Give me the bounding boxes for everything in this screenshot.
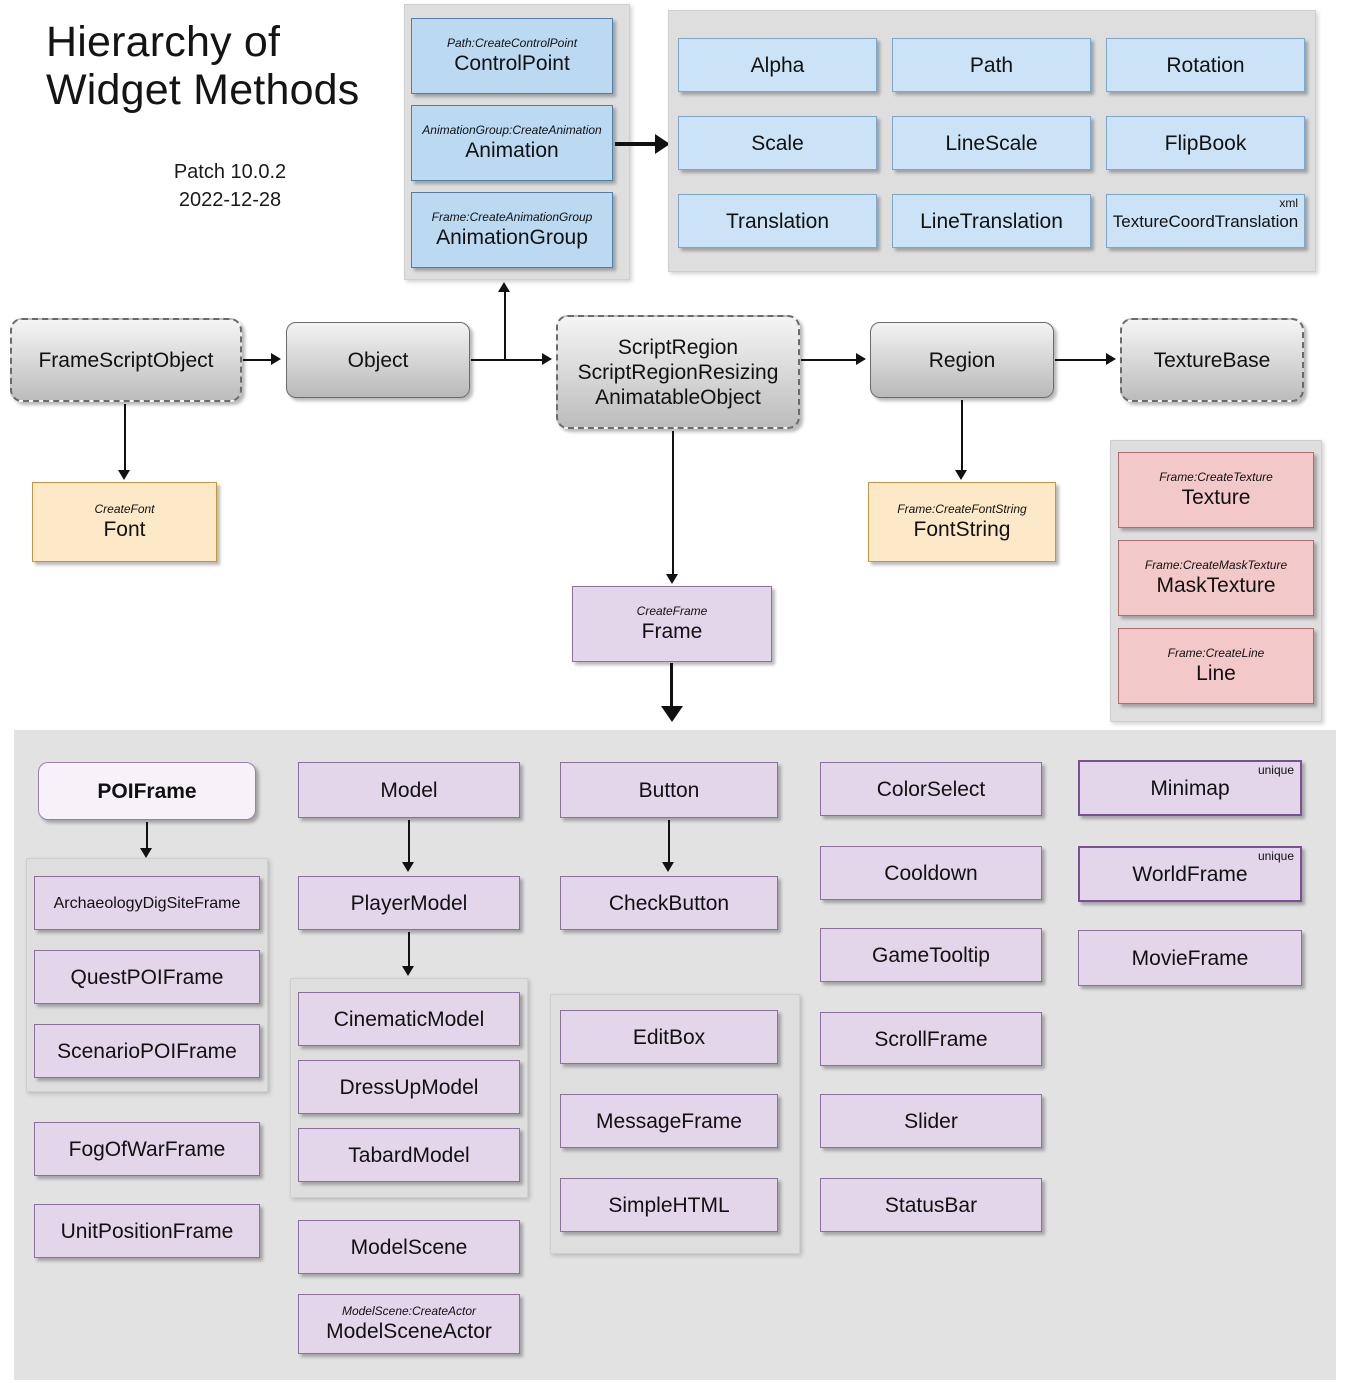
node-worldframe-label: WorldFrame bbox=[1132, 862, 1248, 886]
node-animation-group[interactable] bbox=[411, 192, 613, 268]
node-texturecoordtranslation-corner: xml bbox=[1279, 196, 1298, 210]
node-playermodel[interactable] bbox=[298, 876, 520, 930]
arrow-poiframe-to-group-head bbox=[140, 848, 152, 858]
node-questpoiframe-label: QuestPOIFrame bbox=[70, 965, 224, 989]
arrow-object-to-animationgroup bbox=[504, 292, 506, 360]
node-minimap[interactable] bbox=[1078, 760, 1302, 816]
node-texture-tag: Frame:CreateTexture bbox=[1159, 470, 1273, 484]
node-alpha-label: Alpha bbox=[750, 53, 805, 77]
node-checkbutton[interactable] bbox=[560, 876, 778, 930]
arrow-object-to-scriptregion-head bbox=[542, 353, 552, 365]
node-cooldown[interactable] bbox=[820, 846, 1042, 900]
node-frame-label: Frame bbox=[641, 620, 703, 643]
arrow-button-to-checkbutton-head bbox=[662, 862, 674, 872]
node-masktexture-label: MaskTexture bbox=[1156, 574, 1276, 597]
node-scrollframe-label: ScrollFrame bbox=[874, 1027, 988, 1051]
node-movieframe-label: MovieFrame bbox=[1131, 946, 1249, 970]
node-model[interactable] bbox=[298, 762, 520, 818]
node-scriptregion-label-3: AnimatableObject bbox=[595, 385, 761, 409]
node-masktexture-tag: Frame:CreateMaskTexture bbox=[1144, 558, 1288, 572]
node-texturecoordtranslation-label: TextureCoordTranslation bbox=[1112, 211, 1299, 231]
page-title-line2: Widget Methods bbox=[46, 66, 360, 114]
node-simplehtml-label: SimpleHTML bbox=[608, 1193, 730, 1217]
node-frame-tag: CreateFrame bbox=[636, 604, 708, 618]
node-object-label: Object bbox=[347, 348, 409, 372]
node-modelscene[interactable] bbox=[298, 1220, 520, 1274]
node-translation-label: Translation bbox=[725, 209, 830, 233]
node-dressupmodel-label: DressUpModel bbox=[339, 1075, 479, 1099]
node-texturebase[interactable] bbox=[1120, 318, 1304, 402]
node-model-label: Model bbox=[380, 778, 438, 802]
node-tabardmodel[interactable] bbox=[298, 1128, 520, 1182]
node-animation-group-label: AnimationGroup bbox=[436, 226, 588, 249]
node-texturebase-label: TextureBase bbox=[1153, 348, 1271, 372]
arrow-animation-to-types bbox=[615, 142, 659, 146]
node-scale[interactable] bbox=[678, 116, 877, 170]
arrow-playermodel-to-group-head bbox=[402, 966, 414, 976]
patch-date: 2022-12-28 bbox=[178, 189, 282, 211]
arrow-region-to-fontstring bbox=[961, 400, 963, 472]
page-title-line1: Hierarchy of bbox=[46, 18, 281, 66]
node-modelscene-label: ModelScene bbox=[350, 1235, 468, 1259]
node-unitpositionframe-label: UnitPositionFrame bbox=[60, 1219, 234, 1243]
node-colorselect[interactable] bbox=[820, 762, 1042, 816]
node-flipbook-label: FlipBook bbox=[1164, 131, 1247, 155]
arrow-scriptregion-to-region-head bbox=[856, 353, 866, 365]
node-texture[interactable] bbox=[1118, 452, 1314, 528]
node-scriptregion-label-1: ScriptRegion bbox=[617, 335, 739, 359]
node-frame[interactable] bbox=[572, 586, 772, 662]
arrow-fso-to-font bbox=[124, 404, 126, 472]
node-tabardmodel-label: TabardModel bbox=[348, 1143, 470, 1167]
node-rotation-label: Rotation bbox=[1166, 53, 1245, 77]
node-linescale[interactable] bbox=[892, 116, 1091, 170]
node-font[interactable] bbox=[32, 482, 217, 562]
node-unitpositionframe[interactable] bbox=[34, 1204, 260, 1258]
node-slider[interactable] bbox=[820, 1094, 1042, 1148]
node-texturecoordtranslation[interactable] bbox=[1106, 194, 1305, 248]
node-control-point-tag: Path:CreateControlPoint bbox=[446, 36, 578, 50]
node-editbox[interactable] bbox=[560, 1010, 778, 1064]
page-title bbox=[46, 18, 360, 114]
node-line-label: Line bbox=[1196, 662, 1236, 685]
node-rotation[interactable] bbox=[1106, 38, 1305, 92]
node-fontstring[interactable] bbox=[868, 482, 1056, 562]
node-fogofwarframe-label: FogOfWarFrame bbox=[68, 1137, 226, 1161]
node-simplehtml[interactable] bbox=[560, 1178, 778, 1232]
node-font-tag: CreateFont bbox=[94, 502, 155, 516]
node-minimap-label: Minimap bbox=[1150, 776, 1230, 800]
node-worldframe[interactable] bbox=[1078, 846, 1302, 902]
node-fogofwarframe[interactable] bbox=[34, 1122, 260, 1176]
arrow-button-to-checkbutton bbox=[668, 820, 670, 866]
node-archaeologydigsiteframe-label: ArchaeologyDigSiteFrame bbox=[53, 894, 241, 912]
node-control-point[interactable] bbox=[411, 18, 613, 94]
arrow-fso-to-object bbox=[243, 359, 273, 361]
node-animation[interactable] bbox=[411, 105, 613, 181]
node-poiframe-label: POIFrame bbox=[97, 779, 197, 803]
arrow-frame-to-widgets-head bbox=[661, 706, 683, 722]
node-cinematicmodel-label: CinematicModel bbox=[333, 1007, 485, 1031]
node-linetranslation-label: LineTranslation bbox=[920, 209, 1063, 233]
node-control-point-label: ControlPoint bbox=[454, 52, 570, 75]
node-modelsceneactor[interactable] bbox=[298, 1294, 520, 1354]
arrow-fso-to-object-head bbox=[271, 353, 281, 365]
node-playermodel-label: PlayerModel bbox=[350, 891, 468, 915]
node-slider-label: Slider bbox=[904, 1109, 958, 1133]
node-linetranslation[interactable] bbox=[892, 194, 1091, 248]
node-messageframe[interactable] bbox=[560, 1094, 778, 1148]
node-scale-label: Scale bbox=[751, 131, 804, 155]
arrow-region-to-texturebase-head bbox=[1106, 353, 1116, 365]
node-questpoiframe[interactable] bbox=[34, 950, 260, 1004]
node-button[interactable] bbox=[560, 762, 778, 818]
node-dressupmodel[interactable] bbox=[298, 1060, 520, 1114]
node-gametooltip[interactable] bbox=[820, 928, 1042, 982]
node-line-tag: Frame:CreateLine bbox=[1167, 646, 1265, 660]
arrow-object-to-scriptregion bbox=[471, 359, 543, 361]
node-scenariopoiframe[interactable] bbox=[34, 1024, 260, 1078]
node-translation[interactable] bbox=[678, 194, 877, 248]
node-cinematicmodel[interactable] bbox=[298, 992, 520, 1046]
node-scrollframe[interactable] bbox=[820, 1012, 1042, 1066]
arrow-region-to-texturebase bbox=[1055, 359, 1107, 361]
node-framescriptobject-label: FrameScriptObject bbox=[38, 348, 214, 372]
node-fontstring-label: FontString bbox=[913, 518, 1011, 541]
node-scriptregion-label-2: ScriptRegionResizing bbox=[577, 360, 779, 384]
arrow-object-to-animationgroup-head bbox=[498, 282, 510, 292]
node-gametooltip-label: GameTooltip bbox=[872, 943, 990, 967]
node-texture-label: Texture bbox=[1181, 486, 1251, 509]
node-line[interactable] bbox=[1118, 628, 1314, 704]
arrow-region-to-fontstring-head bbox=[955, 470, 967, 480]
node-editbox-label: EditBox bbox=[632, 1025, 706, 1049]
node-path-label: Path bbox=[969, 53, 1014, 77]
node-archaeologydigsiteframe[interactable] bbox=[34, 876, 260, 930]
node-button-label: Button bbox=[638, 778, 700, 802]
node-animation-tag: AnimationGroup:CreateAnimation bbox=[422, 123, 602, 137]
node-region[interactable] bbox=[870, 322, 1054, 398]
arrow-fso-to-font-head bbox=[118, 470, 130, 480]
node-path[interactable] bbox=[892, 38, 1091, 92]
patch-label: Patch 10.0.2 bbox=[173, 161, 287, 183]
node-fontstring-tag: Frame:CreateFontString bbox=[897, 502, 1027, 516]
node-cooldown-label: Cooldown bbox=[884, 861, 978, 885]
node-modelsceneactor-tag: ModelScene:CreateActor bbox=[341, 1304, 477, 1318]
node-worldframe-corner: unique bbox=[1257, 849, 1294, 863]
node-messageframe-label: MessageFrame bbox=[596, 1109, 742, 1133]
node-movieframe[interactable] bbox=[1078, 930, 1302, 986]
arrow-model-to-playermodel bbox=[408, 820, 410, 866]
node-object[interactable] bbox=[286, 322, 470, 398]
arrow-scriptregion-to-frame-head bbox=[666, 574, 678, 584]
node-scenariopoiframe-label: ScenarioPOIFrame bbox=[57, 1039, 237, 1063]
node-animation-label: Animation bbox=[465, 139, 559, 162]
node-linescale-label: LineScale bbox=[945, 131, 1038, 155]
node-masktexture[interactable] bbox=[1118, 540, 1314, 616]
node-minimap-corner: unique bbox=[1257, 763, 1294, 777]
node-animation-group-tag: Frame:CreateAnimationGroup bbox=[431, 210, 593, 224]
node-flipbook[interactable] bbox=[1106, 116, 1305, 170]
node-region-label: Region bbox=[928, 348, 996, 372]
node-font-label: Font bbox=[103, 518, 146, 541]
node-checkbutton-label: CheckButton bbox=[608, 891, 730, 915]
arrow-scriptregion-to-frame bbox=[672, 431, 674, 577]
arrow-scriptregion-to-region bbox=[801, 359, 857, 361]
node-alpha[interactable] bbox=[678, 38, 877, 92]
node-poiframe[interactable] bbox=[38, 762, 256, 820]
node-scriptregion[interactable] bbox=[556, 315, 800, 429]
node-statusbar[interactable] bbox=[820, 1178, 1042, 1232]
arrow-playermodel-to-group bbox=[408, 932, 410, 970]
arrow-model-to-playermodel-head bbox=[402, 862, 414, 872]
node-colorselect-label: ColorSelect bbox=[876, 777, 986, 801]
node-modelsceneactor-label: ModelSceneActor bbox=[326, 1320, 492, 1343]
node-framescriptobject[interactable] bbox=[10, 318, 242, 402]
node-statusbar-label: StatusBar bbox=[884, 1193, 978, 1217]
